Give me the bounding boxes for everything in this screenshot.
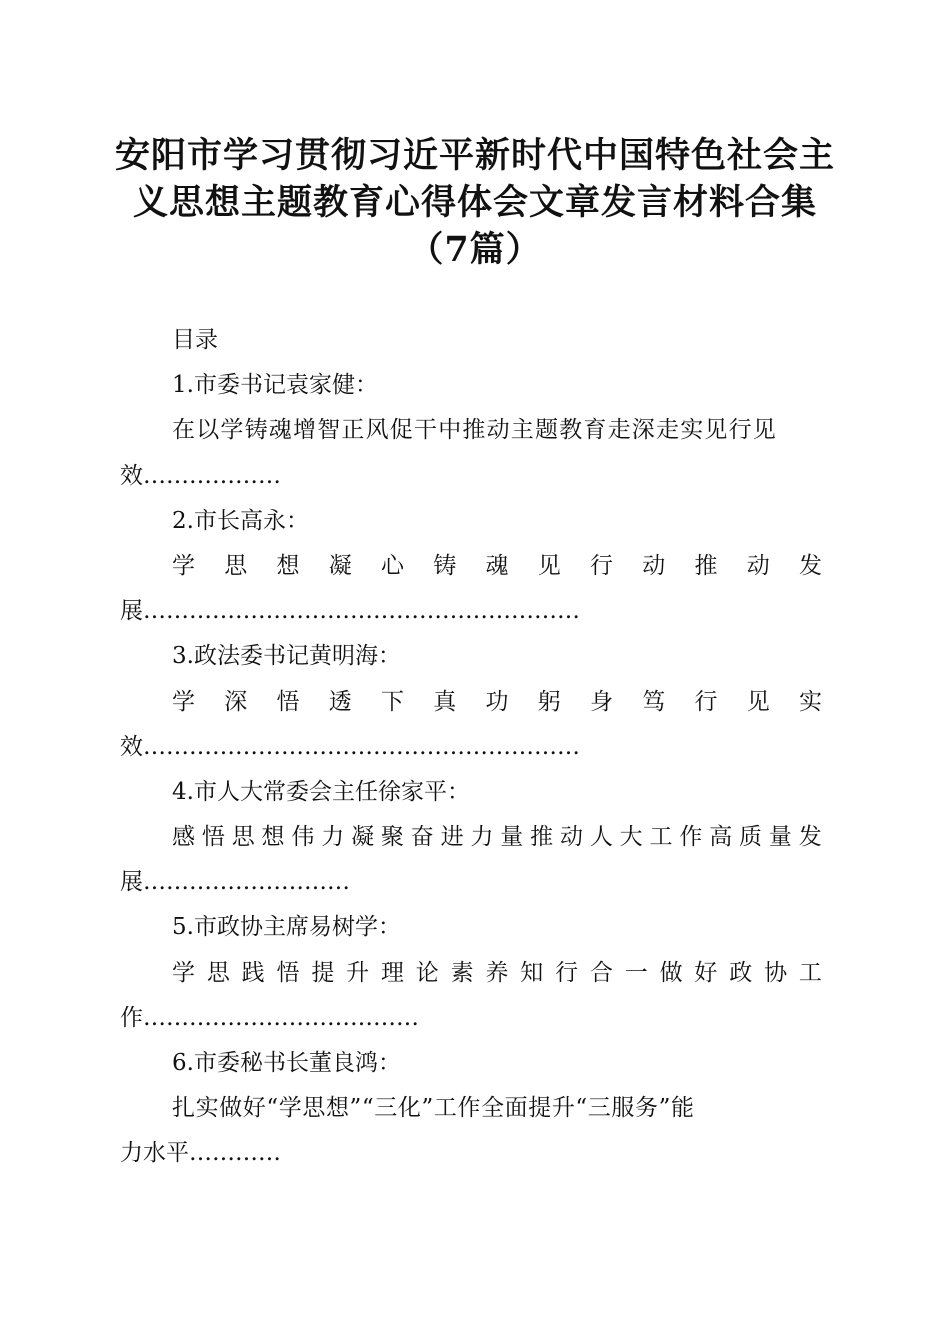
title-char: 行 (694, 688, 718, 715)
title-char: 心 (381, 552, 404, 579)
title-char: 做 (659, 959, 683, 986)
toc-title-4-line1 (120, 815, 822, 860)
title-char: 笃 (642, 688, 666, 715)
toc-title-5-line1 (120, 951, 822, 996)
title-char: 升 (346, 959, 370, 986)
toc-title-1-line1: 在以学铸魂增智正风促干中推动主题教育走深走实见行见 (172, 417, 777, 444)
title-char: 奋 (410, 824, 434, 851)
title-char: 学 (172, 552, 195, 579)
title-char: 推 (694, 552, 718, 579)
toc-title-2-line1 (120, 544, 822, 589)
title-char: 推 (530, 824, 554, 851)
title-char: 身 (590, 688, 613, 715)
title-line-2: 义思想主题教育心得体会文章发言材料合集 (132, 182, 817, 223)
title-char: 量 (500, 824, 524, 851)
toc-title-6-line2: 力水平………… (120, 1140, 281, 1167)
title-char: 凝 (351, 824, 375, 851)
title-char: 铸 (433, 552, 457, 579)
toc-title-1-line2: 效……………… (120, 462, 281, 489)
title-char: 动 (559, 824, 583, 851)
title-char: 质 (739, 824, 763, 851)
title-char: 践 (241, 959, 265, 986)
title-char: 理 (380, 959, 404, 986)
title-char: 工 (649, 824, 673, 851)
title-char: 行 (555, 959, 579, 986)
toc-speaker-4: 4.市人大常委会主任徐家平： (172, 778, 470, 805)
toc-speaker-2: 2.市长高永： (172, 507, 309, 534)
title-char: 发 (798, 824, 822, 851)
title-char: 凝 (328, 552, 352, 579)
title-char: 动 (746, 552, 770, 579)
title-char: 大 (619, 824, 643, 851)
title-char: 协 (764, 959, 788, 986)
title-char: 量 (768, 824, 792, 851)
title-char: 思 (231, 824, 255, 851)
title-char: 聚 (380, 824, 404, 851)
title-char: 悟 (276, 688, 300, 715)
title-char: 动 (642, 552, 666, 579)
title-char: 学 (172, 959, 195, 986)
title-char: 进 (440, 824, 464, 851)
title-char: 养 (485, 959, 509, 986)
title-char: 力 (321, 824, 345, 851)
toc-title-3-line1 (120, 680, 822, 725)
toc-speaker-1: 1.市委书记袁家健： (172, 372, 378, 399)
table-of-contents (120, 318, 822, 1177)
title-char: 真 (433, 688, 457, 715)
title-char: 见 (537, 552, 561, 579)
title-char: 政 (729, 959, 753, 986)
title-char: 作 (679, 824, 703, 851)
title-char: 学 (172, 688, 195, 715)
toc-speaker-5: 5.市政协主席易树学： (172, 914, 401, 941)
title-char: 行 (590, 552, 613, 579)
title-char: 想 (261, 824, 285, 851)
title-char: 下 (381, 688, 404, 715)
title-char: 悟 (276, 959, 300, 986)
title-char: 深 (224, 688, 248, 715)
title-char: 提 (311, 959, 335, 986)
toc-title-4-line2: 展……………………… (120, 869, 350, 896)
title-line-1: 安阳市学习贯彻习近平新时代中国特色社会主 (114, 135, 835, 176)
title-char: 思 (206, 959, 230, 986)
title-char: 悟 (201, 824, 225, 851)
title-char: 实 (799, 688, 822, 715)
title-char: 思 (224, 552, 248, 579)
title-char: 知 (520, 959, 544, 986)
title-char: 素 (450, 959, 474, 986)
title-char: 论 (415, 959, 439, 986)
title-char: 发 (799, 552, 822, 579)
title-char: 想 (276, 552, 300, 579)
title-char: 魂 (485, 552, 509, 579)
toc-title-2-line2: 展………………………………………………… (120, 598, 580, 625)
toc-title-3-line2: 效………………………………………………… (120, 733, 580, 760)
document-title (110, 132, 840, 273)
title-char: 工 (798, 959, 822, 986)
title-char: 人 (589, 824, 613, 851)
title-char: 感 (172, 824, 195, 851)
title-char: 功 (485, 688, 509, 715)
title-char: 合 (589, 959, 613, 986)
title-char: 一 (624, 959, 648, 986)
title-line-3: （7篇） (408, 229, 542, 270)
toc-title-6-line1: 扎实做好“学思想”“三化”工作全面提升“三服务”能 (172, 1095, 695, 1122)
title-char: 透 (328, 688, 352, 715)
toc-heading: 目录 (172, 327, 218, 353)
title-char: 高 (709, 824, 733, 851)
title-char: 躬 (537, 688, 561, 715)
title-char: 伟 (291, 824, 315, 851)
title-char: 好 (694, 959, 718, 986)
title-char: 力 (470, 824, 494, 851)
toc-speaker-3: 3.政法委书记黄明海： (172, 643, 401, 670)
toc-speaker-6: 6.市委秘书长董良鸿： (172, 1050, 401, 1076)
title-char: 见 (746, 688, 770, 715)
toc-title-5-line2: 作……………………………… (120, 1004, 419, 1031)
